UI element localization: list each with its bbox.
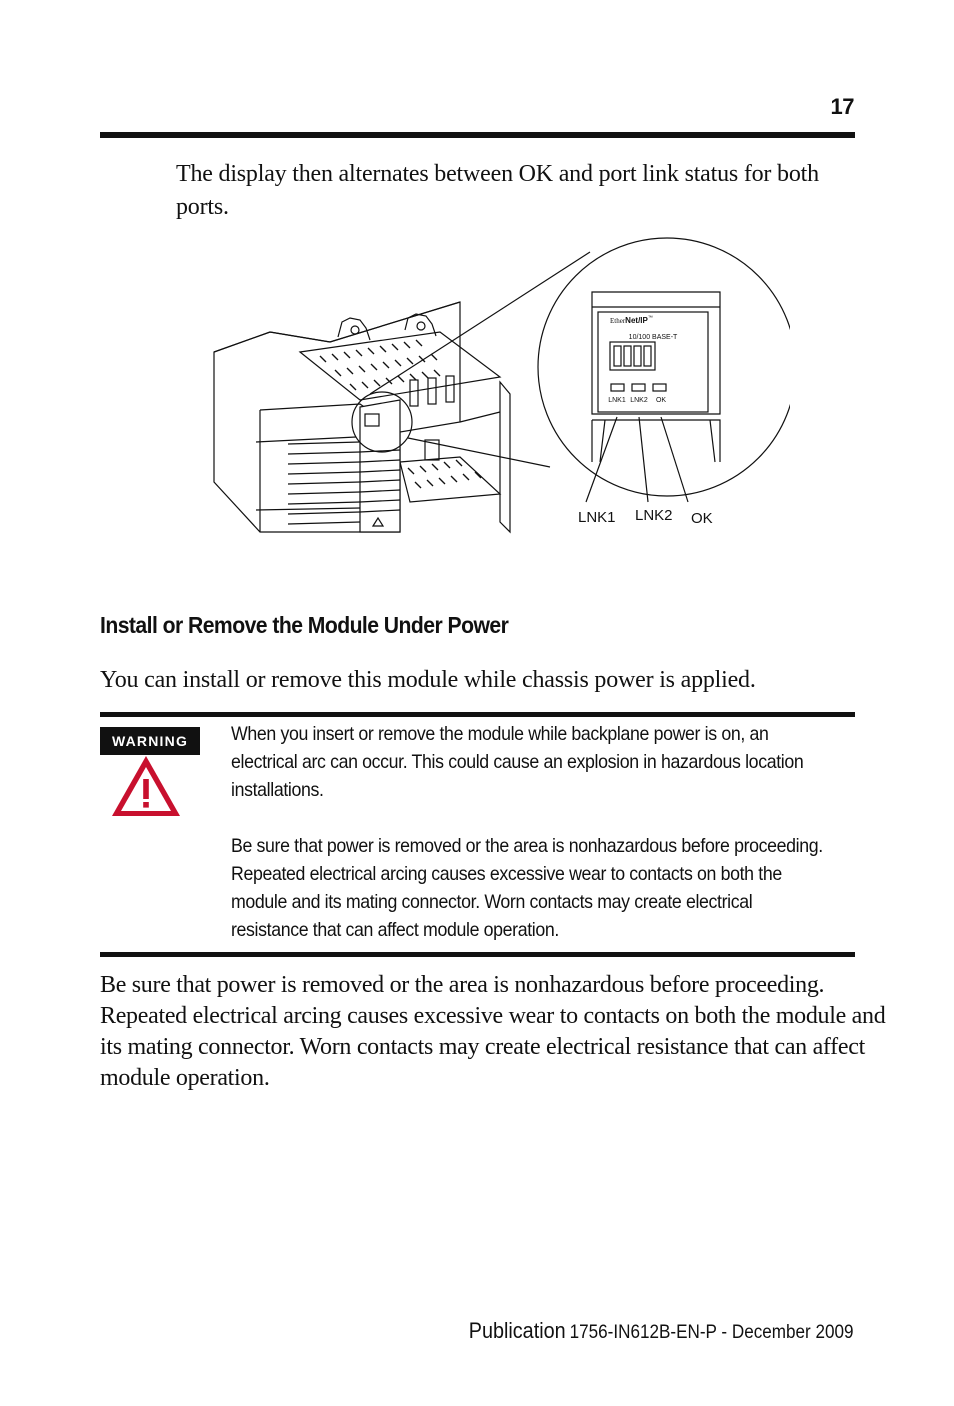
lead-paragraph: You can install or remove this module while chassis power is applied. [100, 667, 756, 693]
led-label-lnk2: LNK2 [630, 397, 648, 404]
led-label-ok: OK [655, 397, 667, 404]
callout-ok: OK [691, 510, 713, 527]
led-label-lnk1: LNK1 [608, 397, 626, 404]
chassis-outline [214, 302, 460, 532]
body-paragraph: Be sure that power is removed or the area is nonhazardous before proceeding. Repeated electrical arcing causes excessive wear to contacts on both the module and its mating connector. Worn contacts may create electrical resistance that can affect module operation. [100, 972, 886, 1091]
port-label: 10/100 BASE-T [628, 334, 678, 341]
warning-triangle-icon [110, 753, 182, 819]
callout-lnk2: LNK2 [635, 507, 673, 524]
mounting-ear-left [338, 318, 370, 340]
header-rule [100, 132, 855, 138]
backplane-board-bottom [400, 457, 500, 502]
warning-rule-bottom [100, 952, 855, 957]
warning-paragraph: Be sure that power is removed or the area is nonhazardous before proceeding. Repeated electrical arcing causes excessive wear to contacts on both the module and its mating connector. Worn contacts may create electrical resistance that can affect module operation. [231, 835, 823, 941]
section-title: Install or Remove the Module Under Power [100, 612, 509, 638]
chassis-vents [288, 442, 360, 524]
warning-text [231, 720, 832, 972]
chassis-module-figure [210, 232, 790, 582]
warning-rule-top [100, 712, 855, 717]
warning-badge: WARNING [100, 727, 200, 755]
led-lnk1 [611, 384, 624, 391]
led-lnk2 [632, 384, 645, 391]
intro-paragraph: The display then alternates between OK and port link status for both ports. [176, 161, 819, 220]
magnifier-circle [538, 238, 790, 496]
footer [469, 1318, 854, 1344]
footer-publication-label: Publication [469, 1318, 567, 1343]
callout-lnk1: LNK1 [578, 509, 616, 526]
footer-publication-id: 1756-IN612B-EN-P - December 2009 [570, 1322, 854, 1343]
module-face [592, 292, 720, 414]
warning-paragraph: When you insert or remove the module while backplane power is on, an electrical arc can occur. This could cause an explosion in hazardous location installations. [231, 723, 804, 801]
page-number: 17 [830, 94, 854, 119]
led-ok [653, 384, 666, 391]
module-brand-small: EtherNet/IP™ [610, 315, 653, 325]
